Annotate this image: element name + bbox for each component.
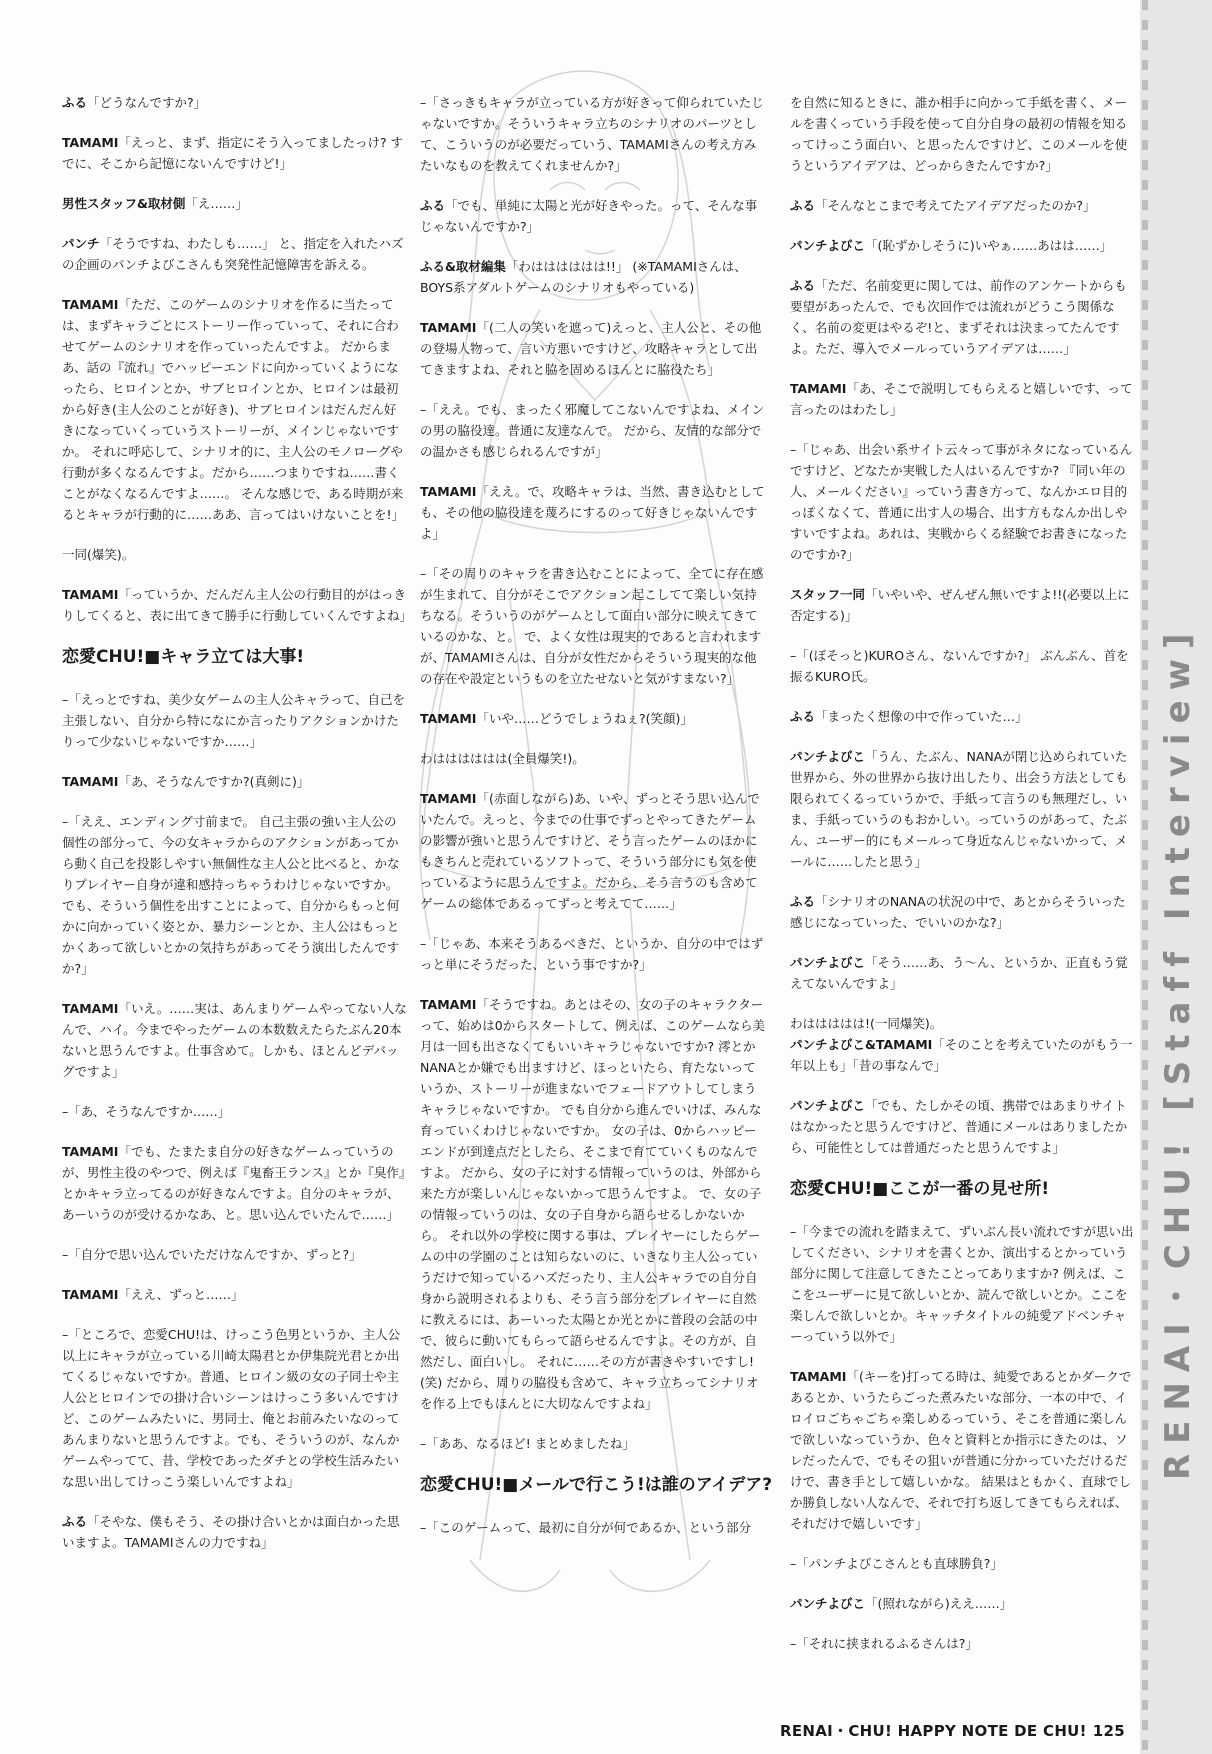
dialogue-block [790,275,1135,359]
speaker-name: パンチよびこ [790,1098,866,1113]
speaker-name: TAMAMI [420,711,477,726]
section-heading: 恋愛CHU!■メールで行こう!は誰のアイデア? [420,1475,773,1495]
speaker-name: パンチ [62,236,100,251]
interviewer-question: –「その周りのキャラを書き込むことによって、全てに存在感が生まれて、自分がそこでアクション起こしてて楽しい気持ちなる。そういうのがゲームとして面白い部分に映えてきているのかな、と。 で、よく女性は現実的であると言われますが、TAMAMIさんは、自分が女性だからそういう現実的な他の存在や設定というものを立たせないと気がすまない?」 [420,566,764,686]
speaker-name: TAMAMI [790,1369,847,1384]
interviewer-question: –「今までの流れを踏まえて、ずいぶん長い流れですが思い出してください、シナリオを書くとか、演出するとかっていう部分に関して注意してきたことってありますか? 例えば、ここをユーザーに見て欲しいとか、読んで欲しいとか。ここを楽しんで欲しいとか。キャッチタイトルの純愛アドベンチャーっていう以外で」 [790,1224,1134,1344]
dialogue-text: 「そう……あ、う〜ん、というか、正直もう覚えてないんですよ」 [790,955,1128,991]
dialogue-text: 「そんなとこまで考えてたアイデアだったのか?」 [815,198,1096,213]
dialogue-text: 「そうですね。あとはその、女の子のキャラクターって、始めは0からスタートして、例えば、このゲームなら美月は一回も出さなくてもいいキャラじゃないですか? 澪とかNANAとか嫌でも出ますけど、ほっといたら、育たないっていうか、ストーリーが進まないでフェードアウトしてしまうキャラじゃないですか。 でも自分から進んでいけば、みんな育っていくわけじゃないですか。 女の子は、0からハッピーエンドが到達点だとしたら、そこまで育てていくものなんですよ。 だから、女の子に対する情報っていうのは、外部から来た方が楽しいんじゃないかって思うんですよ。 で、女の子の情報っていうのは、女の子自身から語らせるしかないから。 それ以外の学校に関する事は、プレイヤーにしたらゲームの中の学園のことは知らないのに、いきなり主人公っていうだけで知っているハズだったり、主人公キャラでの自分自身から説明されるよりも、そう言う部分をプレイヤーに自然に教えるには、あーいった太陽とか光とかに普段の会話の中で、彼らに動いてもらって語らせるんですよ。その方が、自然だし、面白いし。 それに……その方が書きやすいですし!(笑) だから、周りの脇役も含めて、キャラ立ちってシナリオを作る上でもほんとに大切なんですよね」 [420,997,765,1411]
speaker-name: パンチよびこ [790,1596,866,1611]
dialogue-block [420,708,765,729]
dialogue-text: 「いやいや、ぜんぜん無いですよ!!(必要以上に否定する)」 [790,587,1130,623]
speaker-name: 男性スタッフ&取材側 [62,196,186,211]
dialogue-block [790,1593,1135,1614]
dialogue-text: 「どうなんですか?」 [87,95,207,110]
speaker-name: ふる [420,198,446,213]
dialogue-text: 「(恥ずかしそうに)いやぁ……あはは……」 [865,238,1113,253]
speaker-name: ふる [790,278,816,293]
speaker-name: TAMAMI [62,297,119,312]
dialogue-text: 「そやな、僕もそう、その掛け合いとかは面白かった思いますよ。TAMAMIさんの力ですね」 [62,1514,400,1550]
interviewer-question: –「えっとですね、美少女ゲームの主人公キャラって、自己を主張しない、自分から特になにか言ったりアクションかけたりって少ないじゃないですか……」 [62,692,406,749]
speaker-name: ふる [790,894,816,909]
dialogue-block [420,195,765,237]
dialogue-block [62,584,413,626]
dialogue-block [790,1095,1135,1158]
dialogue-block [790,584,1135,626]
speaker-name: ふる [62,95,88,110]
speaker-name: TAMAMI [420,484,477,499]
speaker-name: パンチよびこ [790,955,866,970]
dialogue-block [420,994,765,1414]
dialogue-text: 「えっと、まず、指定にそう入ってましたっけ? すでに、そこから記憶にないんですけど!」 [62,135,404,171]
interviewer-question: –「じゃあ、出会い系サイト云々って事がネタになっているんですけど、どなたか実戦した人はいるんですか? 『同い年の人、メールください』っていう書き方って、なんかエロ目的っぽくなくて、普通に出す人の場合、出す方もなんか出しやすいですよね。あれは、実戦からくる経験でお書きになったのですか?」 [790,442,1133,562]
footer-title: RENAI・CHU! HAPPY NOTE DE CHU! [780,1722,1087,1740]
speaker-name: ふる [790,198,816,213]
dialogue-block [420,481,765,544]
speaker-name: TAMAMI [62,1287,119,1302]
interviewer-question: –「ああ、なるほど! まとめましたね」 [420,1436,635,1451]
dialogue-block [62,193,407,214]
narration: わははははは!(一同爆笑)。 [790,1016,943,1031]
interviewer-question: –「それに挟まれるふるさんは?」 [790,1636,978,1651]
speaker-name: TAMAMI [62,1001,119,1016]
dialogue-text: 「うん、たぶん、NANAが閉じ込められていた世界から、外の世界から抜け出したり、出会う方法としても限られてくるっていうかで、手紙って言うのも無理だし、いま、手紙っていうのもおかしい。っていうのがあって、たぶん、ユーザー的にもメールって身近なんじゃないかって、メールに……したと思う」 [790,749,1128,869]
speaker-name: ふる [62,1514,88,1529]
dialogue-block [62,1284,407,1305]
page-footer [780,1720,1125,1741]
column-1 [62,92,413,1572]
dialogue-text: 「でも、単純に太陽と光が好きやった。って、そんな事じゃないんですか?」 [420,198,758,234]
narration: 一同(爆笑)。 [62,547,135,562]
interviewer-question: –「さっきもキャラが立っている方が好きって仰られていたじゃないですか。そういうキャラ立ちのシナリオのパーツとして、こういうのが必要だっていう、TAMAMIさんの考え方みたいなものを教えてくれませんか?」 [420,95,764,173]
interviewer-question: –「じゃあ、本来そうあるべきだ、というか、自分の中ではずっと単にそうだった、という事ですか?」 [420,936,764,972]
dialogue-text: 「え……」 [185,196,248,211]
speaker-name: TAMAMI [420,320,477,335]
dialogue-text: 「わはははははは!!」 (※TAMAMIさんは、BOYS系アダルトゲームのシナリオもやっている) [420,259,747,295]
dialogue-block [790,235,1135,256]
dialogue-text: 「でも、たしかその頃、携帯ではあまりサイトはなかったと思うんですけど、普通にメールはありましたから、可能性としては普通だったと思うんですよ」 [790,1098,1128,1155]
dialogue-block [790,1366,1135,1534]
dialogue-block [790,891,1135,933]
interviewer-question: –「ところで、恋愛CHU!は、けっこう色男というか、主人公以上にキャラが立っている川崎太陽君とか伊集院光君とか出てくるじゃないですか。普通、ヒロイン級の女の子同士や主人公とヒロインでの掛け合いシーンはけっこう多いんですけど、このゲームみたいに、男同士、俺とお前みたいなのってあんまりないと思うんですよ。でも、そういうのが、なんかゲームやってて、昔、学校であったダチとの学校生活みたいな思い出してけっこう楽しいんですよね」 [62,1327,401,1489]
dialogue-block [62,294,407,525]
dialogue-block [62,1141,407,1225]
dialogue-text: 「(照れながら)ええ……」 [865,1596,1013,1611]
speaker-name: ふる&取材編集 [420,259,506,274]
dialogue-text: 「あ、そこで説明してもらえると嬉しいです、って言ったのはわたし」 [790,381,1133,417]
dialogue-text: 「ええ。で、攻略キャラは、当然、書き込むとしても、その他の脇役達を蔑ろにするのって好きじゃないんですよ」 [420,484,765,541]
speaker-name: ふる [790,709,816,724]
dialogue-block [62,92,407,113]
speaker-name: TAMAMI [62,135,119,150]
dialogue-text: 「シナリオのNANAの状況の中で、あとからそういった感じになっていった、でいいのかな?」 [790,894,1126,930]
interviewer-question: –「ええ、エンディング寸前まで。 自己主張の強い主人公の個性の部分って、今の女キャラからのアクションがあってから動く自己を投影しやすい無個性な主人公と比べると、かなりプレイヤー自身が違和感持っちゃうわけじゃないですか。 でも、そういう個性を出すことによって、自分からもっと何かに向かっていく姿とか、暴力シーンとか、主人公はもっとかくあって欲しいとかの気持ちがあってそう演出したんですか?」 [62,814,400,976]
column-2 [420,92,773,1557]
interviewer-question: –「このゲームって、最初に自分が何であるか、という部分 [420,1520,752,1535]
dialogue-text: 「(キーを)打ってる時は、純愛であるとかダークであるとか、いうたらごった煮みたいな部分、一本の中で、イロイロごちゃごちゃ楽しめるっていう、そこを普通に楽しんで欲しいなっていうか、色々と資料とか指示にきたのは、ソレだったんで、でもその狙いが普通に分かっていただけるだけで、書き手として嬉しいかな。 結果はともかく、直球でしか勝負しない人なんで、それで打ち返してきてもらえれば、それだけで嬉しいです」 [790,1369,1132,1531]
interviewer-question: –「あ、そうなんですか……」 [62,1104,231,1119]
interviewer-question: を自然に知るときに、誰か相手に向かって手紙を書く、メールを書くっていう手段を使って自分自身の最初の情報を知るってけっこう面白い、と思ったんですけど、このメールを使うというアイデアは、どっからきたんですか?」 [790,95,1128,173]
dialogue-block [790,1013,1135,1076]
dialogue-text: 「ええ、ずっと……」 [118,1287,244,1302]
speaker-name: TAMAMI [62,587,119,602]
dialogue-block [420,256,765,298]
interviewer-question: –「(ぼそっと)KUROさん、ないんですか?」 ぶんぶん、首を振るKURO氏。 [790,648,1129,684]
dialogue-text: 「(赤面しながら)あ、いや、ずっとそう思い込んでいたんで。えっと、今までの仕事でずっとやってきたゲームの影響が強いと思うんですけど、そう言ったゲームのほかにもきちんと売れているソフトって、そういう部分にも気を使っているように思うんですよ。だから、そう言うのも含めてゲームの総体であるってずっと考えてて……」 [420,791,760,911]
dialogue-text: 「いえ。……実は、あんまりゲームやってない人なんで、ハイ。今までやったゲームの本数数えたらたぶん20本ないと思うんですよ。仕事含めて。しかも、ほとんどデバッグですよ」 [62,1001,407,1079]
section-heading: 恋愛CHU!■ここが一番の見せ所! [790,1179,1050,1199]
speaker-name: パンチよびこ [790,749,866,764]
interviewer-question: –「自分で思い込んでいただけなんですか、ずっと?」 [62,1247,362,1262]
dialogue-block [790,706,1135,727]
speaker-name: TAMAMI [790,381,847,396]
sidebar-title: RENAI・CHU! [Staff Interview] [1158,623,1198,1480]
dialogue-text: 「まったく想像の中で作っていた…」 [815,709,1028,724]
dialogue-text: 「ただ、名前変更に関しては、前作のアンケートからも要望があったんで、でも次回作では流れがどうこう関係なく、名前の変更はやるぞ!と、まずそれは決まってたんですよ。ただ、導入でメールっていうアイデアは……」 [790,278,1127,356]
dialogue-text: 「っていうか、だんだん主人公の行動目的がはっきりしてくると、表に出てきて勝手に行動していくんですよね」 [62,587,413,623]
column-3 [790,92,1135,1673]
dialogue-block [420,788,765,914]
speaker-name: TAMAMI [62,774,119,789]
speaker-name: TAMAMI [420,791,477,806]
dialogue-block [790,195,1135,216]
dialogue-block [790,378,1135,420]
dialogue-block [62,998,407,1082]
interviewer-question: –「ええ。でも、まったく邪魔してこないんですよね、メインの男の脇役達。普通に友達なんで。 だから、友情的な部分での温かさも感じられるんですが」 [420,402,765,459]
narration: わはははははは(全員爆笑!)。 [420,751,585,766]
speaker-name: スタッフ一同 [790,587,866,602]
dialogue-block [62,233,407,275]
dialogue-text: 「そのことを考えていたのがもう一年以上も」「昔の事なんで」 [790,1037,1133,1073]
page-number: 125 [1092,1722,1126,1740]
dialogue-text: 「(二人の笑いを遮って)えっと、主人公と、その他の登場人物って、言い方悪いですけど、攻略キャラとして出てきますよね、それと脇を固めるほんとに脇役たち」 [420,320,762,377]
dialogue-block [790,746,1135,872]
sidebar-edge-stripe [1142,0,1148,1754]
dialogue-text: 「ただ、このゲームのシナリオを作るに当たっては、まずキャラごとにストーリー作っていって、それに合わせてゲームのシナリオを作っていったんですよ。 だからまあ、話の『流れ』でハッピーエンドに向かっていくようになったら、ヒロインとか、サブヒロインとか、ヒロインは最初から好き(主人公のことが好き)、サブヒロインはだんだん好きになっていくっていうストーリーが、メインじゃないですか。 それに呼応して、シナリオ的に、主人公のモノローグや行動が多くなるんですよ。だから……つまりですね……書くことがなくなるんですよ……。 そんな感じで、ある時期が来るとキャラが行動的に……ああ、言ってはいけないことを!」 [62,297,405,522]
dialogue-text: 「そうですね、わたしも……」 と、指定を入れたハズの企画のパンチよびこさんも突発性記憶障害を訴える。 [62,236,404,272]
speaker-name: パンチよびこ [790,238,866,253]
dialogue-text: 「いや……どうでしょうねぇ?(笑顔)」 [476,711,693,726]
dialogue-text: 「あ、そうなんですか?(真剣に)」 [118,774,310,789]
dialogue-block [420,317,765,380]
dialogue-block [62,1511,407,1553]
speaker-name: パンチよびこ&TAMAMI [790,1037,933,1052]
speaker-name: TAMAMI [420,997,477,1012]
dialogue-block [62,771,407,792]
interviewer-question: –「パンチよびこさんとも直球勝負?」 [790,1556,1003,1571]
section-heading: 恋愛CHU!■キャラ立ては大事! [62,647,305,667]
dialogue-text: 「でも、たまたま自分の好きなゲームっていうのが、男性主役のやつで、例えば『鬼畜王ランス』とか『臭作』とかキャラ立ってるのが好きなんですよ。自分のキャラが、あーいうのが受けるかなあ、と。思い込んでいたんで……」 [62,1144,406,1222]
speaker-name: TAMAMI [62,1144,119,1159]
dialogue-block [62,132,407,174]
dialogue-block [790,952,1135,994]
